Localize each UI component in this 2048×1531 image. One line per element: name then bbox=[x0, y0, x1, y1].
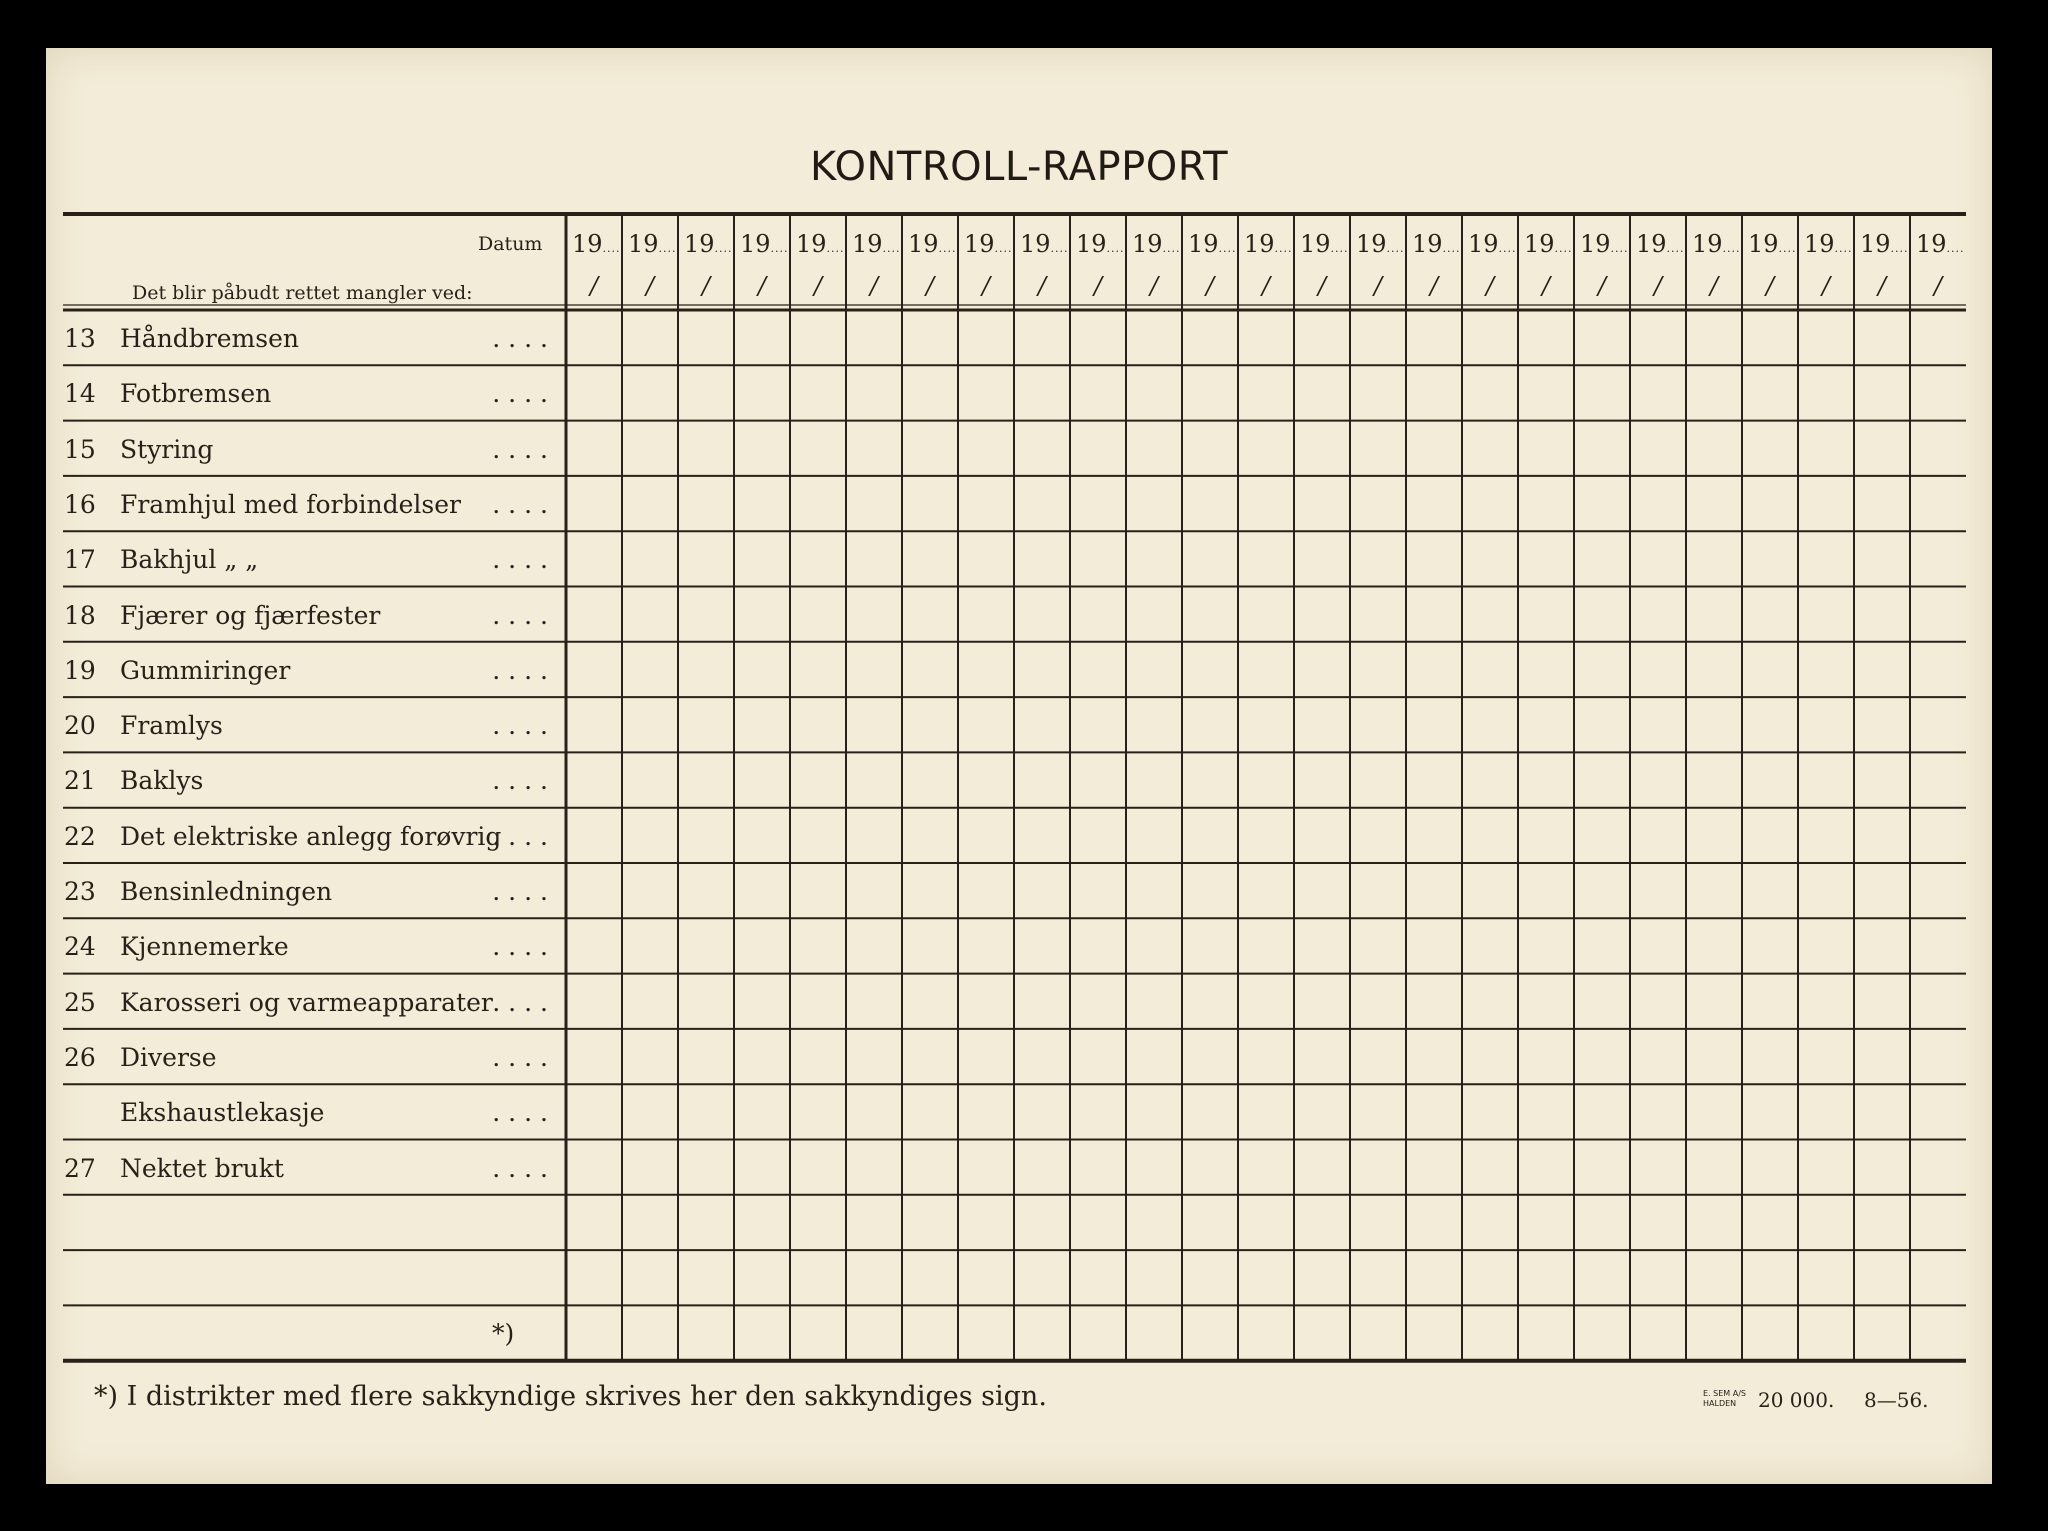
year-dots: .... bbox=[1386, 242, 1405, 255]
printer-city: HALDEN bbox=[1703, 1399, 1737, 1408]
year-prefix: 19 bbox=[1020, 230, 1051, 258]
year-dots: .... bbox=[1330, 242, 1349, 255]
row-label: Ekshaustlekasje bbox=[120, 1098, 325, 1128]
year-prefix: 19 bbox=[1356, 230, 1387, 258]
year-prefix: 19 bbox=[684, 230, 715, 258]
column-year bbox=[1636, 230, 1685, 258]
row-number: 27 bbox=[64, 1153, 96, 1183]
year-prefix: 19 bbox=[796, 230, 827, 258]
column-year bbox=[1580, 230, 1629, 258]
row-number: 26 bbox=[64, 1042, 96, 1072]
year-dots: .... bbox=[1106, 242, 1125, 255]
row-number: 13 bbox=[64, 324, 96, 353]
column-year bbox=[1300, 230, 1349, 258]
column-year bbox=[1860, 230, 1909, 258]
year-prefix: 19 bbox=[964, 230, 995, 258]
row-label: Kjennemerke bbox=[120, 932, 289, 962]
column-year bbox=[1020, 230, 1069, 258]
row-number: 21 bbox=[64, 766, 96, 796]
row-label: *) bbox=[492, 1319, 515, 1349]
year-dots: .... bbox=[1554, 242, 1573, 255]
column-year bbox=[852, 230, 901, 258]
row-number: 25 bbox=[64, 987, 96, 1017]
column-year bbox=[1804, 230, 1853, 258]
row-leader-dots: .... bbox=[492, 821, 556, 851]
column-year bbox=[964, 230, 1013, 258]
year-dots: .... bbox=[1274, 242, 1293, 255]
year-prefix: 19 bbox=[1692, 230, 1723, 258]
printer-name: E. SEM A/S bbox=[1703, 1389, 1746, 1398]
year-prefix: 19 bbox=[740, 230, 771, 258]
row-number: 15 bbox=[64, 434, 96, 464]
row-number: 20 bbox=[64, 711, 96, 741]
column-date-slash: / bbox=[1374, 272, 1383, 300]
column-date-slash: / bbox=[814, 272, 823, 300]
year-dots: .... bbox=[938, 242, 957, 255]
year-dots: .... bbox=[658, 242, 677, 255]
column-year bbox=[1524, 230, 1573, 258]
row-label: Bakhjul „ „ bbox=[120, 545, 259, 575]
column-date-slash: / bbox=[1094, 272, 1103, 300]
year-dots: .... bbox=[1218, 242, 1237, 255]
row-label: Fotbremsen bbox=[120, 379, 272, 409]
row-label: Det elektriske anlegg forøvrig bbox=[120, 821, 502, 851]
row-leader-dots: .... bbox=[492, 545, 556, 575]
row-leader-dots: .... bbox=[492, 655, 556, 685]
year-dots: .... bbox=[1442, 242, 1461, 255]
print-count: 20 000. bbox=[1758, 1388, 1835, 1412]
print-date: 8—56. bbox=[1864, 1388, 1929, 1412]
row-number: 17 bbox=[64, 545, 96, 575]
column-date-slash: / bbox=[646, 272, 655, 300]
row-leader-dots: .... bbox=[492, 987, 556, 1017]
year-prefix: 19 bbox=[1300, 230, 1331, 258]
column-date-slash: / bbox=[1654, 272, 1663, 300]
row-number: 22 bbox=[64, 821, 96, 851]
mangler-label: Det blir påbudt rettet mangler ved: bbox=[132, 282, 473, 304]
column-date-slash: / bbox=[702, 272, 711, 300]
column-year bbox=[572, 230, 621, 258]
year-prefix: 19 bbox=[1860, 230, 1891, 258]
year-prefix: 19 bbox=[1076, 230, 1107, 258]
row-number: 16 bbox=[64, 489, 96, 519]
column-date-slash: / bbox=[1318, 272, 1327, 300]
row-label: Baklys bbox=[120, 766, 204, 796]
row-number: 23 bbox=[64, 877, 96, 906]
year-prefix: 19 bbox=[1412, 230, 1443, 258]
column-year bbox=[1748, 230, 1797, 258]
year-prefix: 19 bbox=[1468, 230, 1499, 258]
year-prefix: 19 bbox=[1132, 230, 1163, 258]
row-label: Karosseri og varmeapparater bbox=[120, 987, 493, 1017]
column-date-slash: / bbox=[1150, 272, 1159, 300]
year-prefix: 19 bbox=[1188, 230, 1219, 258]
year-dots: .... bbox=[1498, 242, 1517, 255]
column-year bbox=[1356, 230, 1405, 258]
row-label: Styring bbox=[120, 434, 214, 464]
year-prefix: 19 bbox=[1524, 230, 1555, 258]
column-date-slash: / bbox=[758, 272, 767, 300]
row-label: Håndbremsen bbox=[120, 324, 299, 353]
row-leader-dots: .... bbox=[492, 711, 556, 741]
year-prefix: 19 bbox=[1804, 230, 1835, 258]
row-number: 14 bbox=[64, 379, 96, 409]
row-leader-dots: .... bbox=[492, 1042, 556, 1072]
year-dots: .... bbox=[1050, 242, 1069, 255]
column-year bbox=[628, 230, 677, 258]
row-leader-dots: .... bbox=[492, 1153, 556, 1183]
year-prefix: 19 bbox=[628, 230, 659, 258]
row-number: 18 bbox=[64, 600, 96, 630]
column-date-slash: / bbox=[1262, 272, 1271, 300]
column-year bbox=[1132, 230, 1181, 258]
row-leader-dots: .... bbox=[492, 877, 556, 906]
row-label: Diverse bbox=[120, 1042, 217, 1072]
datum-label: Datum bbox=[478, 233, 543, 255]
year-prefix: 19 bbox=[908, 230, 939, 258]
column-date-slash: / bbox=[1542, 272, 1551, 300]
row-label: Bensinledningen bbox=[120, 877, 333, 906]
row-leader-dots: .... bbox=[492, 434, 556, 464]
column-year bbox=[908, 230, 957, 258]
year-dots: .... bbox=[1890, 242, 1909, 255]
row-label: Framlys bbox=[120, 711, 223, 741]
report-card bbox=[46, 48, 1992, 1484]
column-date-slash: / bbox=[1878, 272, 1887, 300]
row-leader-dots: .... bbox=[492, 932, 556, 962]
column-date-slash: / bbox=[590, 272, 599, 300]
year-dots: .... bbox=[1834, 242, 1853, 255]
column-year bbox=[1916, 230, 1965, 258]
row-leader-dots: .... bbox=[492, 766, 556, 796]
column-year bbox=[740, 230, 789, 258]
row-label: Gummiringer bbox=[120, 655, 291, 685]
column-date-slash: / bbox=[1486, 272, 1495, 300]
column-year bbox=[1692, 230, 1741, 258]
year-dots: .... bbox=[1946, 242, 1965, 255]
column-year bbox=[684, 230, 733, 258]
column-year bbox=[1468, 230, 1517, 258]
year-prefix: 19 bbox=[1916, 230, 1947, 258]
row-leader-dots: .... bbox=[492, 324, 556, 353]
row-leader-dots: .... bbox=[492, 1098, 556, 1128]
row-leader-dots: .... bbox=[492, 600, 556, 630]
year-prefix: 19 bbox=[1244, 230, 1275, 258]
column-date-slash: / bbox=[1598, 272, 1607, 300]
form-grid bbox=[46, 48, 1992, 1484]
column-date-slash: / bbox=[1206, 272, 1215, 300]
row-leader-dots: .... bbox=[492, 489, 556, 519]
year-prefix: 19 bbox=[1636, 230, 1667, 258]
column-year bbox=[1188, 230, 1237, 258]
row-label: Fjærer og fjærfester bbox=[120, 600, 381, 630]
footnote: *) I distrikter med flere sakkyndige skrives her den sakkyndiges sign. bbox=[94, 1381, 1047, 1412]
row-label: Framhjul med forbindelser bbox=[120, 489, 461, 519]
year-dots: .... bbox=[1162, 242, 1181, 255]
column-date-slash: / bbox=[1430, 272, 1439, 300]
column-year bbox=[1076, 230, 1125, 258]
column-date-slash: / bbox=[870, 272, 879, 300]
year-prefix: 19 bbox=[1748, 230, 1779, 258]
row-label: Nektet brukt bbox=[120, 1153, 284, 1183]
row-number: 19 bbox=[64, 655, 96, 685]
year-dots: .... bbox=[770, 242, 789, 255]
column-date-slash: / bbox=[1766, 272, 1775, 300]
column-date-slash: / bbox=[1710, 272, 1719, 300]
row-leader-dots: .... bbox=[492, 379, 556, 409]
year-dots: .... bbox=[882, 242, 901, 255]
column-year bbox=[796, 230, 845, 258]
year-prefix: 19 bbox=[1580, 230, 1611, 258]
year-dots: .... bbox=[994, 242, 1013, 255]
year-dots: .... bbox=[602, 242, 621, 255]
column-year bbox=[1412, 230, 1461, 258]
year-dots: .... bbox=[1610, 242, 1629, 255]
printer-mark bbox=[1703, 1389, 1746, 1409]
column-year bbox=[1244, 230, 1293, 258]
column-date-slash: / bbox=[1822, 272, 1831, 300]
year-dots: .... bbox=[1722, 242, 1741, 255]
column-date-slash: / bbox=[926, 272, 935, 300]
column-date-slash: / bbox=[982, 272, 991, 300]
year-dots: .... bbox=[1666, 242, 1685, 255]
column-date-slash: / bbox=[1038, 272, 1047, 300]
year-dots: .... bbox=[826, 242, 845, 255]
column-date-slash: / bbox=[1934, 272, 1943, 300]
year-prefix: 19 bbox=[852, 230, 883, 258]
year-dots: .... bbox=[714, 242, 733, 255]
year-prefix: 19 bbox=[572, 230, 603, 258]
row-number: 24 bbox=[64, 932, 96, 962]
year-dots: .... bbox=[1778, 242, 1797, 255]
page-title: KONTROLL-RAPPORT bbox=[809, 144, 1229, 190]
